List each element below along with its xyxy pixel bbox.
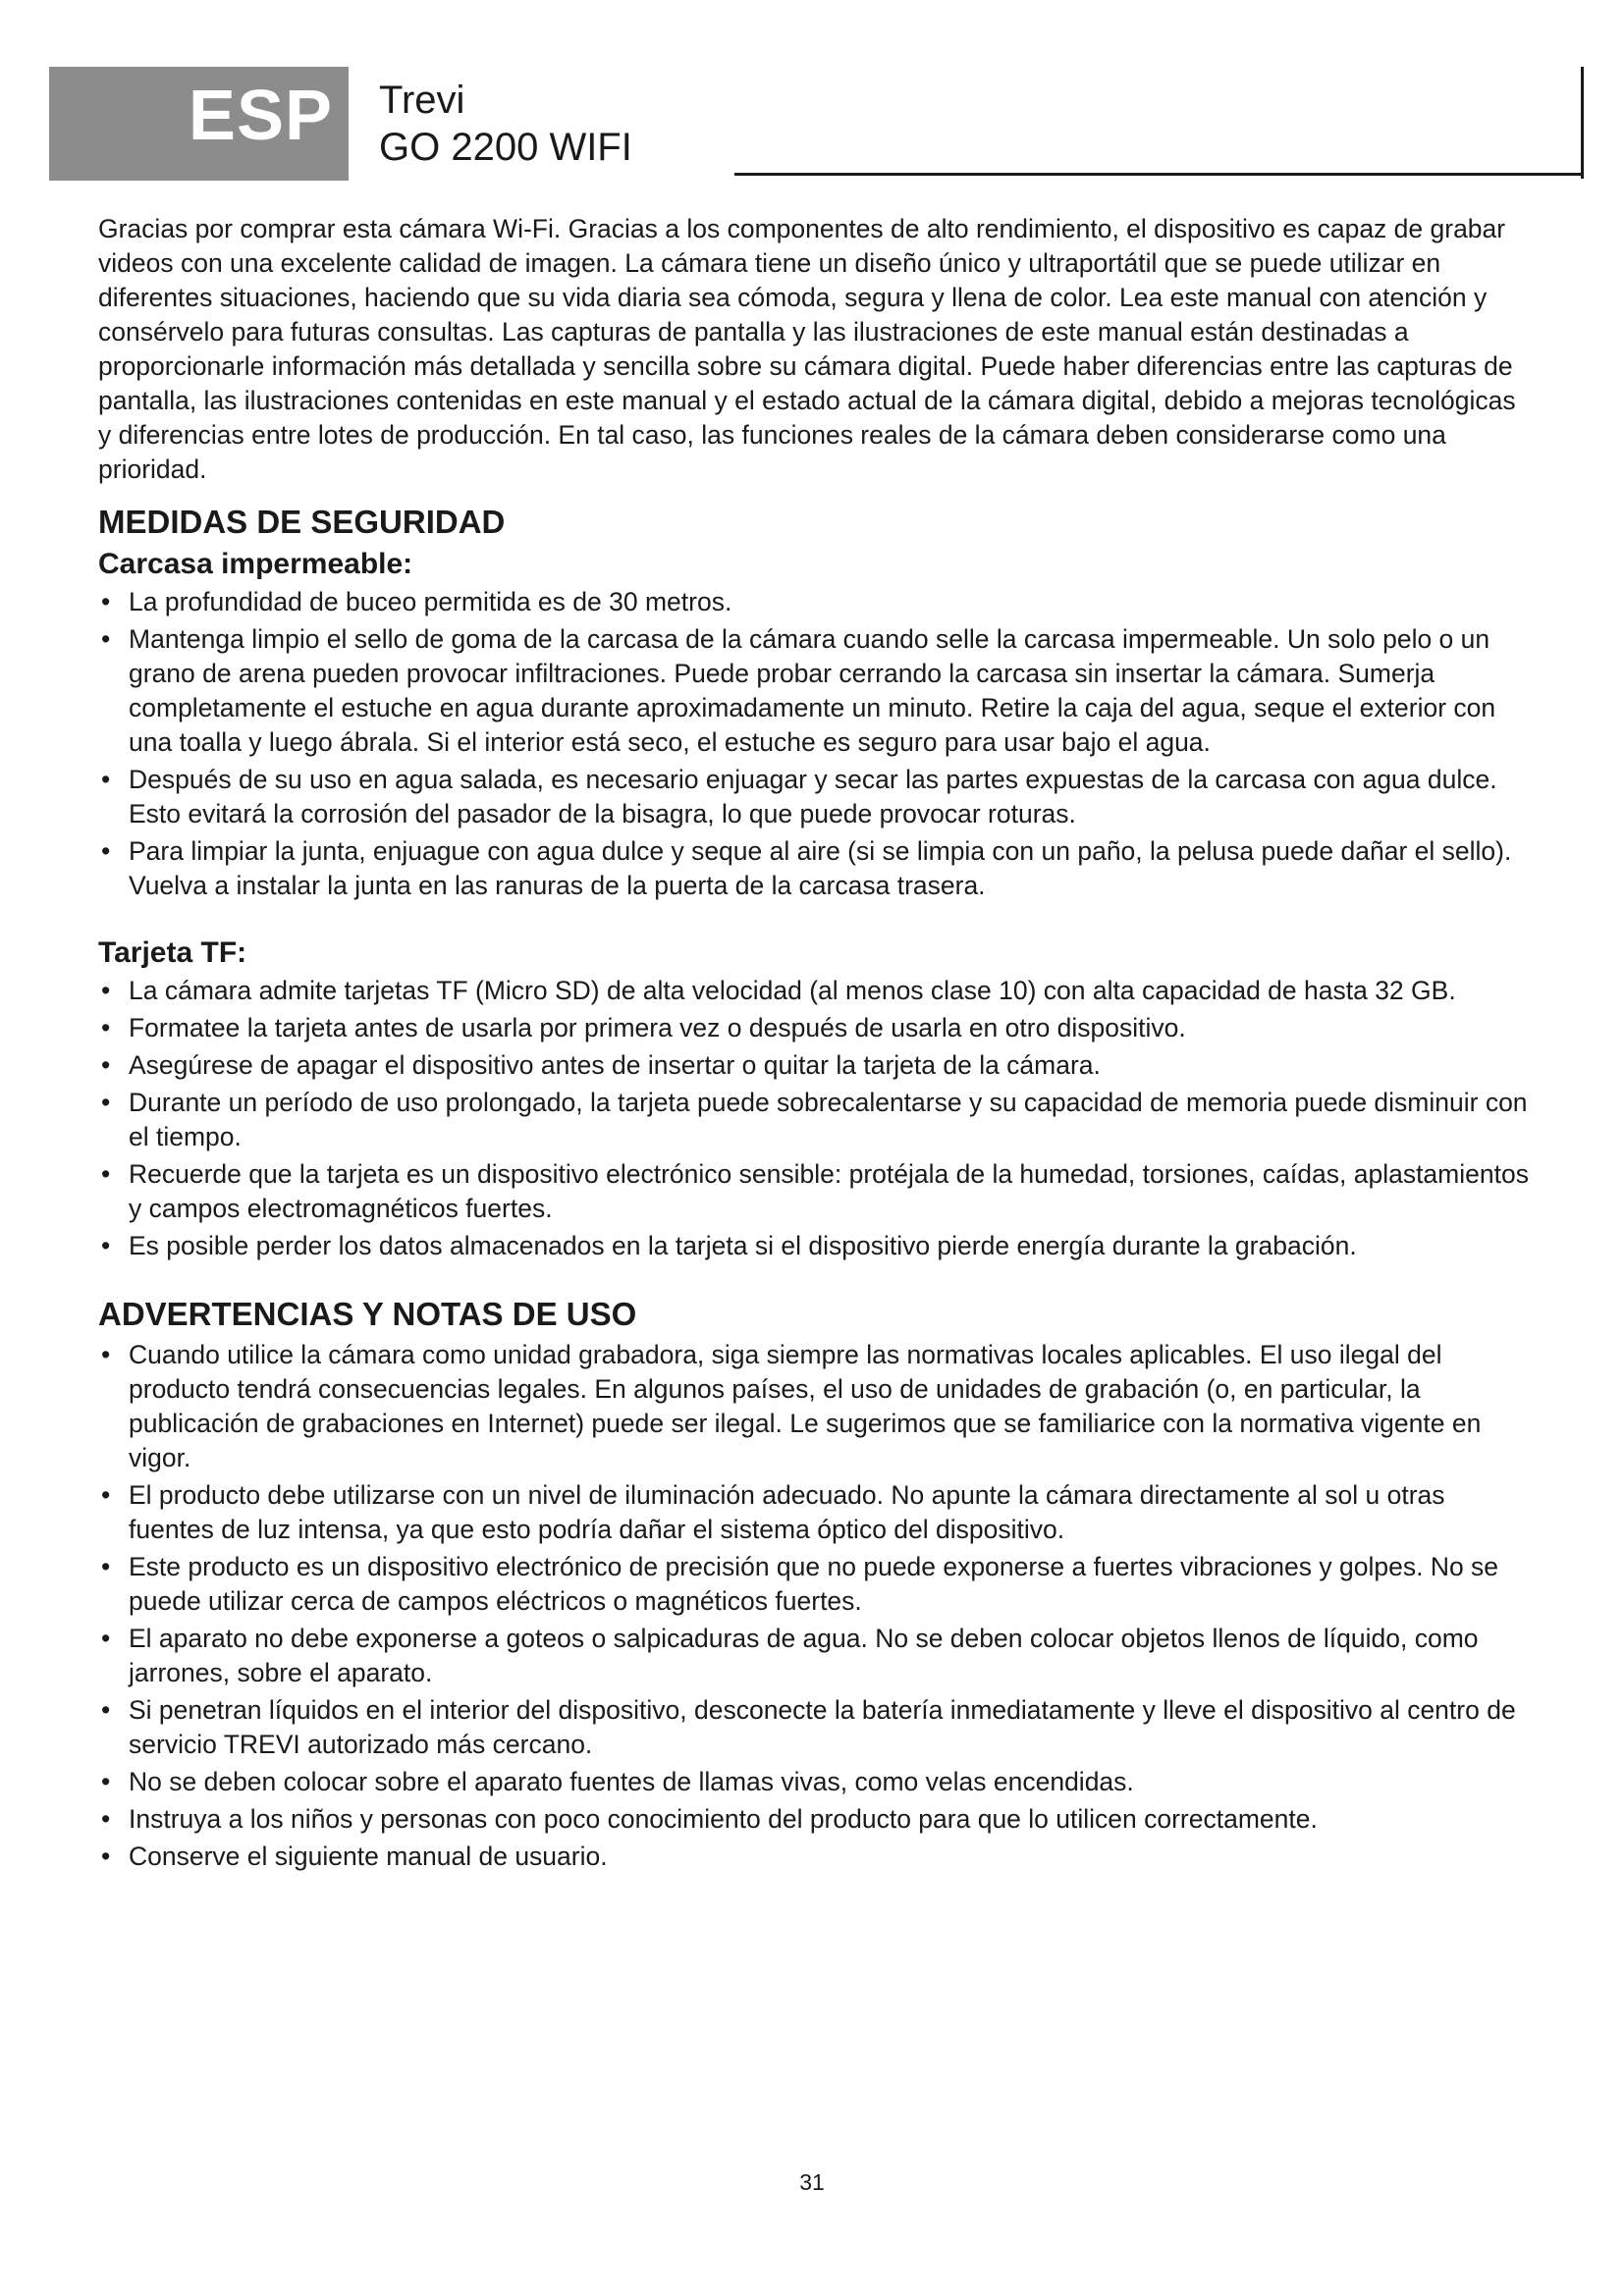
list-item	[98, 585, 1532, 619]
list-item-text: Cuando utilice la cámara como unidad grabadora, siga siempre las normativas locales aplicables. El uso ilegal del producto tendrá consecuencias legales. En algunos países, el uso de unidades de grabación (o, en particular, la publicación de grabaciones en Internet) puede ser ilegal. Le sugerimos que se familiarice con la normativa vigente en vigor.	[129, 1340, 1482, 1472]
bullet-icon: •	[101, 1804, 111, 1834]
intro-paragraph: Gracias por comprar esta cámara Wi-Fi. Gracias a los componentes de alto rendimiento, el dispositivo es capaz de grabar videos con una excelente calidad de imagen. La cámara tiene un diseño único y ultraportátil que se puede utilizar en diferentes situaciones, haciendo que su vida diaria sea cómoda, segura y llena de color. Lea este manual con atención y consérvelo para futuras consultas. Las capturas de pantalla y las ilustraciones de este manual están destinadas a proporcionarle información más detallada y sencilla sobre su cámara digital. Puede haber diferencias entre las capturas de pantalla, las ilustraciones contenidas en este manual y el estado actual de la cámara digital, debido a mejoras tecnológicas y diferencias entre lotes de producción. En tal caso, las funciones reales de la cámara deben considerarse como una prioridad.	[98, 214, 1516, 484]
list-item	[98, 1840, 1532, 1874]
bullet-icon: •	[101, 1088, 111, 1117]
list-item-text: El aparato no debe exponerse a goteos o salpicaduras de agua. No se deben colocar objetos llenos de líquido, como jarrones, sobre el aparato.	[129, 1624, 1479, 1687]
list-item-text: Si penetran líquidos en el interior del dispositivo, desconecte la batería inmediatamente y lleve el dispositivo al centro de servicio TREVI autorizado más cercano.	[129, 1695, 1516, 1759]
list-item-text: Es posible perder los datos almacenados en la tarjeta si el dispositivo pierde energía durante la grabación.	[129, 1231, 1357, 1260]
main-content	[98, 212, 1532, 1877]
bullet-icon: •	[101, 976, 111, 1005]
safety-heading: MEDIDAS DE SEGURIDAD	[98, 504, 506, 540]
list-item-text: Para limpiar la junta, enjuague con agua dulce y seque al aire (si se limpia con un paño, la pelusa puede dañar el sello). Vuelva a instalar la junta en las ranuras de la puerta de la carcasa trasera.	[129, 836, 1512, 900]
list-item-text: La profundidad de buceo permitida es de 30 metros.	[129, 587, 732, 616]
page-number: 31	[799, 2169, 825, 2195]
list-item-text: Recuerde que la tarjeta es un dispositivo electrónico sensible: protéjala de la humedad, torsiones, caídas, aplastamientos y campos electromagnéticos fuertes.	[129, 1159, 1529, 1223]
list-item-text: Mantenga limpio el sello de goma de la carcasa de la cámara cuando selle la carcasa impermeable. Un solo pelo o un grano de arena pueden provocar infiltraciones. Puede probar cerrando la carcasa sin insertar la cámara. Sumerja completamente el estuche en agua durante aproximadamente un minuto. Retire la caja del agua, seque el exterior con una toalla y luego ábrala. Si el interior está seco, el estuche es seguro para usar bajo el agua.	[129, 624, 1496, 757]
bullet-icon: •	[101, 1695, 111, 1725]
language-code: ESP	[188, 77, 333, 155]
bullet-icon: •	[101, 1552, 111, 1581]
bullet-icon: •	[101, 1624, 111, 1653]
list-item	[98, 834, 1532, 903]
bullet-icon: •	[101, 624, 111, 654]
bullet-icon: •	[101, 1340, 111, 1369]
warnings-list	[98, 1338, 1532, 1874]
brand-name: Trevi	[379, 79, 465, 122]
bullet-icon: •	[101, 1159, 111, 1189]
bullet-icon: •	[101, 1842, 111, 1871]
list-item-text: Durante un período de uso prolongado, la tarjeta puede sobrecalentarse y su capacidad de memoria puede disminuir con el tiempo.	[129, 1088, 1528, 1151]
list-item	[98, 1086, 1532, 1154]
bullet-icon: •	[101, 765, 111, 794]
model-name: GO 2200 WIFI	[379, 126, 632, 169]
list-item	[98, 1229, 1532, 1263]
list-item-text: Conserve el siguiente manual de usuario.	[129, 1842, 608, 1871]
bullet-icon: •	[101, 587, 111, 616]
list-item	[98, 1048, 1532, 1083]
housing-list	[98, 585, 1532, 903]
bullet-icon: •	[101, 1050, 111, 1080]
list-item-text: Formatee la tarjeta antes de usarla por primera vez o después de usarla en otro dispositivo.	[129, 1013, 1186, 1042]
card-subheading: Tarjeta TF:	[98, 936, 247, 969]
list-item-text: Este producto es un dispositivo electrónico de precisión que no puede exponerse a fuertes vibraciones y golpes. No se puede utilizar cerca de campos eléctricos o magnéticos fuertes.	[129, 1552, 1499, 1616]
list-item-text: No se deben colocar sobre el aparato fuentes de llamas vivas, como velas encendidas.	[129, 1767, 1134, 1796]
list-item-text: El producto debe utilizarse con un nivel de iluminación adecuado. No apunte la cámara directamente al sol u otras fuentes de luz intensa, ya que esto podría dañar el sistema óptico del dispositivo.	[129, 1480, 1445, 1544]
list-item-text: Después de su uso en agua salada, es necesario enjuagar y secar las partes expuestas de la carcasa con agua dulce. Esto evitará la corrosión del pasador de la bisagra, lo que puede provocar roturas.	[129, 765, 1497, 828]
card-list	[98, 974, 1532, 1263]
housing-subheading: Carcasa impermeable:	[98, 548, 413, 580]
list-item	[98, 1011, 1532, 1045]
list-item	[98, 1693, 1532, 1762]
list-item	[98, 974, 1532, 1008]
bullet-icon: •	[101, 836, 111, 866]
language-badge	[49, 67, 349, 181]
bullet-icon: •	[101, 1767, 111, 1796]
list-item	[98, 1478, 1532, 1547]
list-item-text: Instruya a los niños y personas con poco conocimiento del producto para que lo utilicen correctamente.	[129, 1804, 1318, 1834]
warnings-heading: ADVERTENCIAS Y NOTAS DE USO	[98, 1296, 637, 1332]
list-item	[98, 1338, 1532, 1475]
list-item	[98, 1765, 1532, 1799]
bullet-icon: •	[101, 1231, 111, 1260]
bullet-icon: •	[101, 1013, 111, 1042]
list-item	[98, 763, 1532, 831]
list-item	[98, 1550, 1532, 1619]
list-item-text: Asegúrese de apagar el dispositivo antes de insertar o quitar la tarjeta de la cámara.	[129, 1050, 1101, 1080]
list-item	[98, 622, 1532, 760]
header-divider	[734, 173, 1583, 176]
list-item	[98, 1157, 1532, 1226]
list-item-text: La cámara admite tarjetas TF (Micro SD) de alta velocidad (al menos clase 10) con alta capacidad de hasta 32 GB.	[129, 976, 1456, 1005]
bullet-icon: •	[101, 1480, 111, 1510]
header-vertical-divider	[1581, 67, 1584, 179]
list-item	[98, 1622, 1532, 1690]
product-header	[379, 77, 632, 171]
list-item	[98, 1802, 1532, 1837]
